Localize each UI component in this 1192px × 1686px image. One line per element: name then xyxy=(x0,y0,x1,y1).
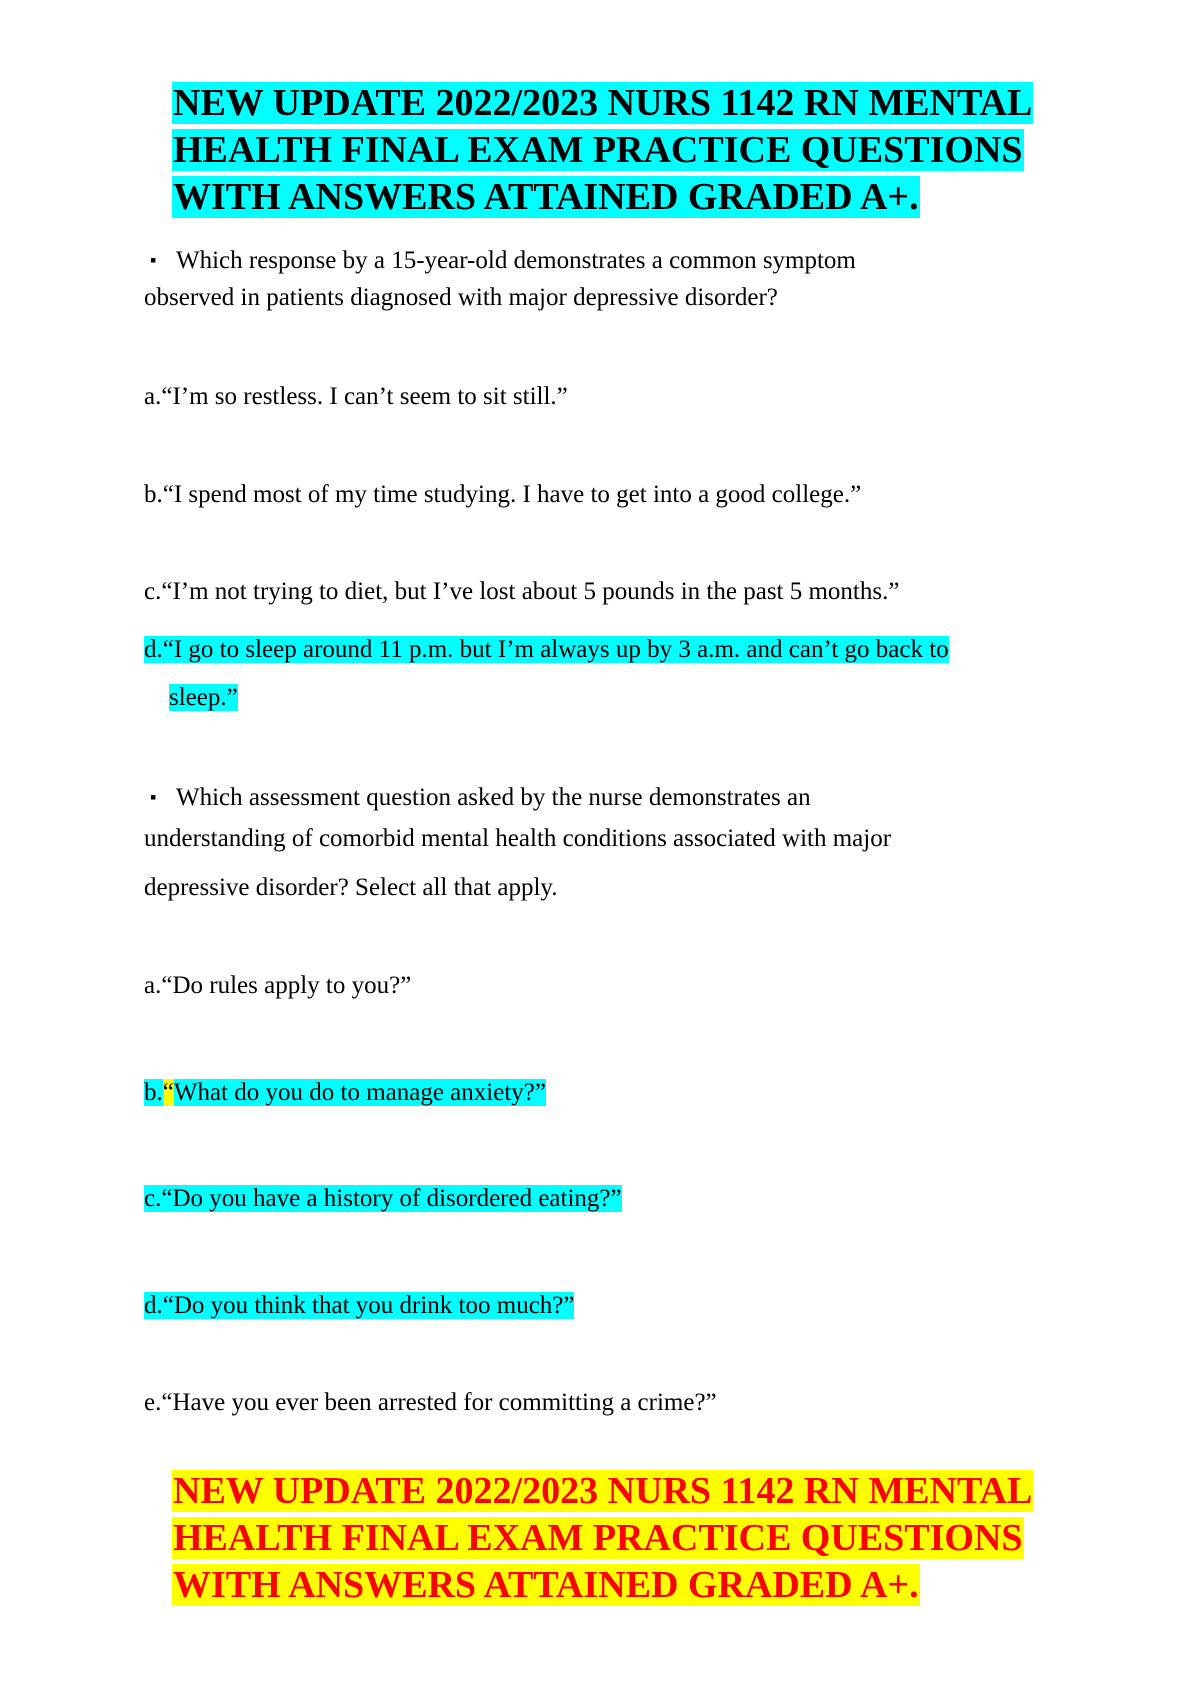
bullet-icon: ▪ xyxy=(150,250,157,270)
header-banner xyxy=(172,80,1102,221)
question-1-option-d-continuation: sleep.” xyxy=(169,684,238,711)
question-1-stem-line-2: observed in patients diagnosed with major depressive disorder? xyxy=(144,284,778,311)
question-2-stem-line-3: depressive disorder? Select all that apply. xyxy=(144,874,558,901)
question-2-option-a: a.“Do rules apply to you?” xyxy=(144,972,412,999)
question-1-option-c: c.“I’m not trying to diet, but I’ve lost about 5 pounds in the past 5 months.” xyxy=(144,578,900,605)
header-banner-line: NEW UPDATE 2022/2023 NURS 1142 RN MENTAL xyxy=(173,82,1033,124)
question-1-option-a: a.“I’m so restless. I can’t seem to sit still.” xyxy=(144,383,568,410)
question-2-option-b: b.“What do you do to manage anxiety?” xyxy=(144,1079,546,1106)
question-2-option-c: c.“Do you have a history of disordered eating?” xyxy=(144,1185,622,1212)
header-banner-line: HEALTH FINAL EXAM PRACTICE QUESTIONS xyxy=(173,129,1023,171)
question-2-stem-line-2: understanding of comorbid mental health conditions associated with major xyxy=(144,825,892,852)
footer-banner-line: WITH ANSWERS ATTAINED GRADED A+. xyxy=(173,1564,919,1606)
question-1-option-b: b.“I spend most of my time studying. I have to get into a good college.” xyxy=(144,481,862,508)
footer-banner-line: NEW UPDATE 2022/2023 NURS 1142 RN MENTAL xyxy=(173,1470,1033,1512)
question-1-stem-line-1: ▪ Which response by a 15-year-old demonstrates a common symptom xyxy=(144,244,856,277)
footer-banner xyxy=(172,1468,1102,1609)
question-2-option-e: e.“Have you ever been arrested for committing a crime?” xyxy=(144,1389,717,1416)
question-1-option-d: d.“I go to sleep around 11 p.m. but I’m always up by 3 a.m. and can’t go back to xyxy=(144,636,949,663)
bullet-icon: ▪ xyxy=(150,787,157,807)
question-2-stem-line-1: ▪ Which assessment question asked by the nurse demonstrates an xyxy=(144,781,811,814)
footer-banner-line: HEALTH FINAL EXAM PRACTICE QUESTIONS xyxy=(173,1517,1023,1559)
header-banner-line: WITH ANSWERS ATTAINED GRADED A+. xyxy=(173,176,919,218)
question-2-option-d: d.“Do you think that you drink too much?” xyxy=(144,1292,575,1319)
